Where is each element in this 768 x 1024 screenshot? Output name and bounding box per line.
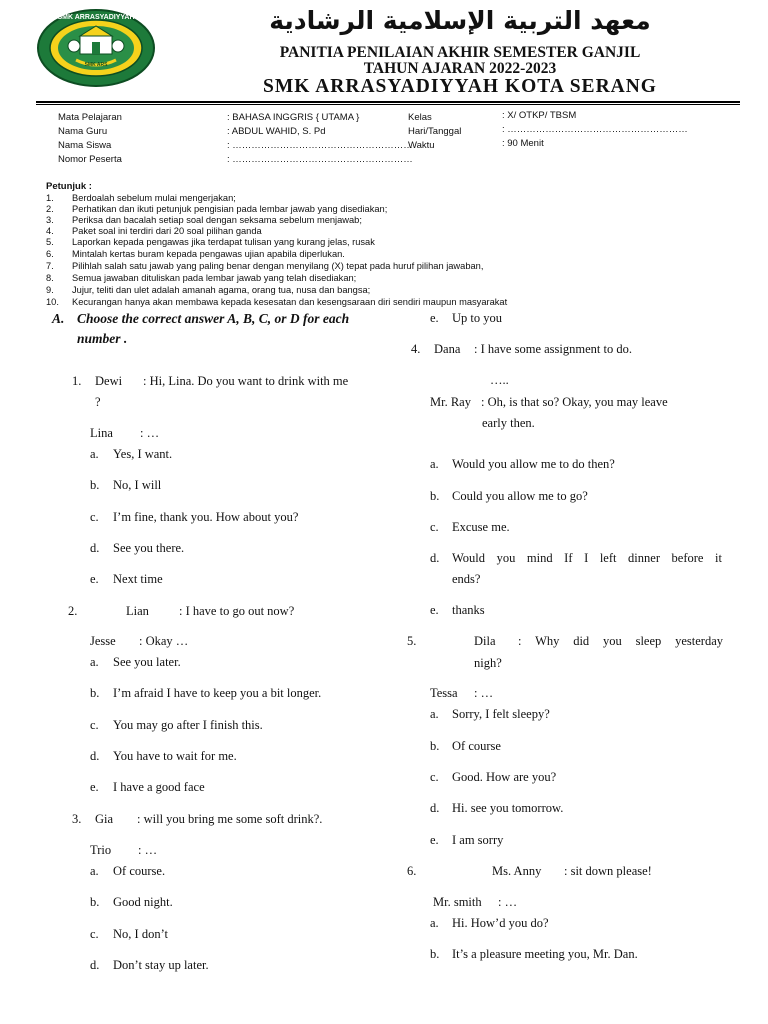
header-rule-thick (36, 101, 740, 103)
option-text: It’s a pleasure meeting you, Mr. Dan. (452, 947, 638, 961)
option-letter[interactable]: a. (90, 655, 99, 669)
option-text: Would you mind If I left dinner before it (452, 551, 722, 565)
instruction-text: Laporkan kepada pengawas jika terdapat tulisan yang kurang jelas, rusak (72, 237, 375, 247)
option-letter[interactable]: e. (90, 780, 99, 794)
option-letter[interactable]: a. (430, 457, 439, 471)
speaker-name: Mr. Ray (430, 395, 471, 409)
option-text: You may go after I finish this. (113, 718, 263, 732)
section-instruction-cont: number . (77, 331, 128, 346)
mapel-label: Mata Pelajaran (58, 112, 122, 123)
instruction-number: 4. (46, 226, 54, 236)
option-letter[interactable]: a. (430, 916, 439, 930)
option-text: Good night. (113, 895, 173, 909)
option-letter[interactable]: a. (430, 707, 439, 721)
instruction-number: 3. (46, 215, 54, 225)
instruction-text: Mintalah kertas buram kepada pengawas ujian apabila diperlukan. (72, 249, 345, 259)
speaker-name: Dila (474, 634, 496, 648)
header-rule-thin (36, 104, 740, 105)
option-text: Don’t stay up later. (113, 958, 209, 972)
section-label: A. (52, 311, 65, 326)
instruction-text: Kecurangan hanya akan membawa kepada kesesatan dan kesengsaraan diri sendiri maupun masyarakat (72, 297, 508, 307)
speaker-name: Lian (126, 604, 149, 618)
option-text: I am sorry (452, 833, 504, 847)
dialogue-line: : Hi, Lina. Do you want to drink with me (143, 374, 349, 388)
dialogue-line: : … (138, 843, 158, 857)
option-text: Sorry, I felt sleepy? (452, 707, 550, 721)
instruction-text: Semua jawaban dituliskan pada lembar jawab yang telah disediakan; (72, 273, 357, 283)
dialogue-line: : … (474, 686, 494, 700)
school-name: SMK ARRASYADIYYAH KOTA SERANG (263, 76, 657, 97)
siswa-value: : ………………………………………………… (227, 140, 413, 151)
siswa-label: Nama Siswa (58, 140, 112, 151)
instruction-number: 2. (46, 204, 54, 214)
option-letter[interactable]: a. (90, 447, 99, 461)
option-text: I’m afraid I have to keep you a bit longer. (113, 686, 322, 700)
question-number: 4. (411, 342, 421, 356)
dialogue-line: : Okay … (139, 634, 189, 648)
dialogue-line: : will you bring me some soft drink?. (137, 812, 323, 826)
question-number: 3. (72, 812, 82, 826)
instruction-text: Pilihlah salah satu jawab yang paling benar dengan menyilang (X) tepat pada huruf pilihan jawaban, (72, 261, 484, 271)
option-letter[interactable]: d. (90, 749, 100, 763)
option-text: Of course (452, 739, 501, 753)
option-letter[interactable]: d. (430, 551, 440, 565)
logo-ring-text: SMK ARRASYADIYYAH (57, 14, 135, 21)
dialogue-line: : I have to go out now? (179, 604, 295, 618)
option-letter[interactable]: b. (90, 478, 100, 492)
option-text: Would you allow me to do then? (452, 457, 615, 471)
instructions-title: Petunjuk : (46, 181, 92, 192)
option-text: Up to you (452, 311, 502, 325)
option-text: See you there. (113, 541, 185, 555)
option-text: Of course. (113, 864, 166, 878)
hari-value: : ………………………………………………… (502, 124, 688, 135)
arabic-title: معهد التربية الإسلامية الرشادية (269, 6, 651, 35)
dialogue-line: : … (498, 895, 518, 909)
speaker-name: Lina (90, 426, 113, 440)
option-letter[interactable]: b. (430, 739, 440, 753)
option-letter[interactable]: b. (90, 895, 100, 909)
dialogue-line-cont: ….. (490, 373, 509, 387)
section-instruction: Choose the correct answer A, B, C, or D for each (77, 311, 350, 326)
instruction-number: 9. (46, 285, 54, 295)
speaker-name: Trio (90, 843, 112, 857)
speaker-name: Ms. Anny (492, 864, 542, 878)
option-letter[interactable]: b. (430, 947, 440, 961)
dialogue-line: : Oh, is that so? Okay, you may leave (481, 395, 668, 409)
dialogue-line: : … (140, 426, 160, 440)
question-number: 5. (407, 634, 417, 648)
option-letter[interactable]: e. (430, 833, 439, 847)
option-letter[interactable]: b. (90, 686, 100, 700)
committee-title: PANITIA PENILAIAN AKHIR SEMESTER GANJIL (279, 44, 641, 61)
instruction-text: Paket soal ini terdiri dari 20 soal pilihan ganda (72, 226, 262, 236)
logo-inner-text: SMK ARS (84, 62, 108, 68)
option-letter[interactable]: d. (430, 801, 440, 815)
option-text: No, I will (113, 478, 162, 492)
option-text: I’m fine, thank you. How about you? (113, 510, 299, 524)
question-number: 1. (72, 374, 82, 388)
option-letter[interactable]: a. (90, 864, 99, 878)
option-letter[interactable]: c. (430, 770, 439, 784)
option-text: Could you allow me to go? (452, 489, 588, 503)
speaker-name: Dana (434, 342, 461, 356)
waktu-label: Waktu (408, 140, 435, 151)
option-text: See you later. (113, 655, 181, 669)
instruction-text: Periksa dan bacalah setiap soal dengan seksama sebelum menjawab; (72, 215, 362, 225)
dialogue-line: : Why did you sleep yesterday (518, 634, 723, 648)
mapel-value: : BAHASA INGGRIS { UTAMA } (227, 112, 360, 123)
kelas-label: Kelas (408, 112, 432, 123)
option-letter[interactable]: e. (430, 311, 439, 325)
option-letter[interactable]: c. (90, 718, 99, 732)
speaker-name: Gia (95, 812, 114, 826)
option-text-cont: ends? (452, 572, 481, 586)
hari-label: Hari/Tanggal (408, 126, 462, 137)
school-year: TAHUN AJARAN 2022-2023 (363, 60, 557, 77)
option-letter[interactable]: e. (430, 603, 439, 617)
instruction-number: 10. (46, 297, 59, 307)
dialogue-line-cont: early then. (482, 416, 535, 430)
option-text: Excuse me. (452, 520, 510, 534)
instruction-number: 6. (46, 249, 54, 259)
dialogue-line-cont: nigh? (474, 656, 502, 670)
speaker-name: Dewi (95, 374, 123, 388)
instruction-text: Perhatikan dan ikuti petunjuk pengisian pada lembar jawab yang disediakan; (72, 204, 388, 214)
peserta-value: : ………………………………………………… (227, 154, 413, 165)
option-text: Hi. see you tomorrow. (452, 801, 564, 815)
dialogue-line: : sit down please! (564, 864, 652, 878)
dialogue-line: : I have some assignment to do. (474, 342, 632, 356)
option-text: Hi. How’d you do? (452, 916, 549, 930)
option-text: You have to wait for me. (113, 749, 237, 763)
guru-label: Nama Guru (58, 126, 108, 137)
speaker-name: Tessa (430, 686, 458, 700)
dialogue-line-cont: ? (95, 395, 101, 409)
guru-value: : ABDUL WAHID, S. Pd (227, 126, 326, 137)
waktu-value: : 90 Menit (502, 138, 544, 149)
option-letter[interactable]: b. (430, 489, 440, 503)
option-letter[interactable]: d. (90, 958, 100, 972)
option-text: Next time (113, 572, 163, 586)
option-text: I have a good face (113, 780, 205, 794)
option-text: Yes, I want. (113, 447, 173, 461)
instruction-number: 1. (46, 193, 54, 203)
instruction-number: 8. (46, 273, 54, 283)
option-letter[interactable]: e. (90, 572, 99, 586)
option-letter[interactable]: c. (90, 510, 99, 524)
option-text: thanks (452, 603, 485, 617)
question-number: 2. (68, 604, 78, 618)
option-letter[interactable]: c. (430, 520, 439, 534)
option-letter[interactable]: d. (90, 541, 100, 555)
option-text: Good. How are you? (452, 770, 557, 784)
speaker-name: Jesse (90, 634, 116, 648)
peserta-label: Nomor Peserta (58, 154, 122, 165)
instruction-number: 7. (46, 261, 54, 271)
question-number: 6. (407, 864, 417, 878)
speaker-name: Mr. smith (433, 895, 482, 909)
option-letter[interactable]: c. (90, 927, 99, 941)
kelas-value: : X/ OTKP/ TBSM (502, 110, 577, 121)
school-logo (36, 8, 156, 88)
instruction-text: Berdoalah sebelum mulai mengerjakan; (72, 193, 236, 203)
instruction-number: 5. (46, 237, 54, 247)
instruction-text: Jujur, teliti dan ulet adalah amanah agama, orang tua, nusa dan bangsa; (72, 285, 371, 295)
option-text: No, I don’t (113, 927, 168, 941)
